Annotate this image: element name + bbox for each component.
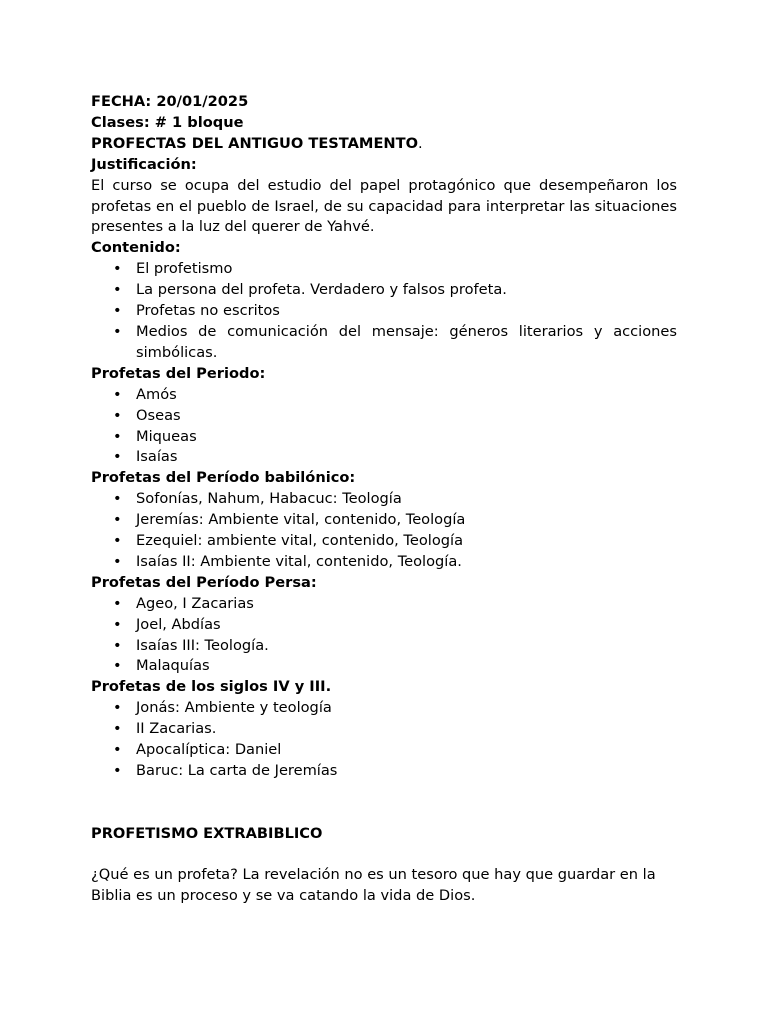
extrabiblical-text: ¿Qué es un profeta? La revelación no es un tesoro que hay que guardar en la Biblia es un proceso y se va catando la vida de Dios. — [91, 865, 656, 904]
course-title-period: . — [417, 134, 423, 152]
list-item — [91, 719, 677, 740]
list-item-text: Jeremías: Ambiente vital, contenido, Teología — [136, 511, 466, 529]
list-item — [91, 489, 677, 510]
list-item — [91, 740, 677, 761]
list-item — [91, 531, 677, 552]
list-item-text: Jonás: Ambiente y teología — [136, 699, 332, 717]
bullet-icon: • — [113, 511, 122, 529]
list-item-text: Isaías III: Teología. — [136, 636, 269, 654]
centuries-list — [91, 698, 677, 782]
bullet-icon: • — [113, 657, 122, 675]
extrabiblical-heading: PROFETISMO EXTRABIBLICO — [91, 824, 323, 842]
content-list — [91, 259, 677, 364]
list-item-text: Isaías II: Ambiente vital, contenido, Teología. — [136, 552, 462, 570]
list-item — [91, 385, 677, 406]
babylonian-period-heading: Profetas del Período babilónico: — [91, 469, 356, 487]
list-item-text: Apocalíptica: Daniel — [136, 741, 282, 759]
class-line: Clases: # 1 bloque — [91, 113, 244, 131]
list-item — [91, 656, 677, 677]
list-item-text: Sofonías, Nahum, Habacuc: Teología — [136, 490, 402, 508]
bullet-icon: • — [113, 741, 122, 759]
list-item-text: Ageo, I Zacarias — [136, 594, 254, 612]
bullet-icon: • — [113, 532, 122, 550]
persian-period-heading: Profetas del Período Persa: — [91, 573, 317, 591]
document-page — [91, 92, 677, 907]
bullet-icon: • — [113, 490, 122, 508]
bullet-icon: • — [113, 260, 122, 278]
list-item — [91, 427, 677, 448]
bullet-icon: • — [113, 281, 122, 299]
list-item-text: Baruc: La carta de Jeremías — [136, 762, 338, 779]
list-item — [91, 301, 677, 322]
list-item-text: Amós — [136, 385, 177, 403]
content-heading: Contenido: — [91, 239, 181, 257]
list-item — [91, 259, 677, 280]
list-item — [91, 447, 677, 468]
list-item — [91, 510, 677, 531]
list-item — [91, 594, 677, 615]
period-heading: Profetas del Periodo: — [91, 364, 266, 382]
list-item-text: II Zacarias. — [136, 720, 217, 738]
list-item-text: Oseas — [136, 406, 181, 424]
bullet-icon: • — [113, 448, 122, 466]
justification-text: El curso se ocupa del estudio del papel protagónico que desempeñaron los profetas en el pueblo de Israel, de su capacidad para interpretar las situaciones presentes a la luz del querer de Yahvé. — [91, 176, 677, 236]
list-item-text: Joel, Abdías — [136, 615, 221, 633]
list-item — [91, 615, 677, 636]
date-line: FECHA: 20/01/2025 — [91, 93, 249, 110]
bullet-icon: • — [113, 615, 122, 633]
bullet-icon: • — [113, 636, 122, 654]
list-item-text: Miqueas — [136, 427, 197, 445]
spacer — [91, 782, 677, 824]
bullet-icon: • — [113, 302, 122, 320]
list-item — [91, 406, 677, 427]
list-item — [91, 322, 677, 364]
list-item — [91, 698, 677, 719]
centuries-heading: Profetas de los siglos IV y III. — [91, 678, 332, 696]
list-item-text: Malaquías — [136, 657, 210, 675]
bullet-icon: • — [113, 322, 122, 340]
list-item-text: La persona del profeta. Verdadero y falsos profeta. — [136, 281, 507, 299]
list-item-text: El profetismo — [136, 260, 233, 278]
course-title: PROFECTAS DEL ANTIGUO TESTAMENTO — [91, 134, 418, 152]
bullet-icon: • — [113, 552, 122, 570]
persian-period-list — [91, 594, 677, 678]
course-title-line — [91, 134, 677, 155]
list-item — [91, 552, 677, 573]
bullet-icon: • — [113, 385, 122, 403]
justification-heading: Justificación: — [91, 155, 197, 173]
bullet-icon: • — [113, 720, 122, 738]
list-item-text: Profetas no escritos — [136, 302, 280, 320]
babylonian-period-list — [91, 489, 677, 573]
list-item — [91, 280, 677, 301]
bullet-icon: • — [113, 762, 122, 779]
bullet-icon: • — [113, 406, 122, 424]
list-item — [91, 761, 677, 782]
list-item-text: Ezequiel: ambiente vital, contenido, Teología — [136, 532, 464, 550]
bullet-icon: • — [113, 427, 122, 445]
list-item — [91, 636, 677, 657]
list-item-text: Medios de comunicación del mensaje: géneros literarios y acciones simbólicas. — [136, 322, 677, 361]
bullet-icon: • — [113, 699, 122, 717]
list-item-text: Isaías — [136, 448, 178, 466]
period-list — [91, 385, 677, 469]
bullet-icon: • — [113, 594, 122, 612]
spacer — [91, 845, 677, 865]
